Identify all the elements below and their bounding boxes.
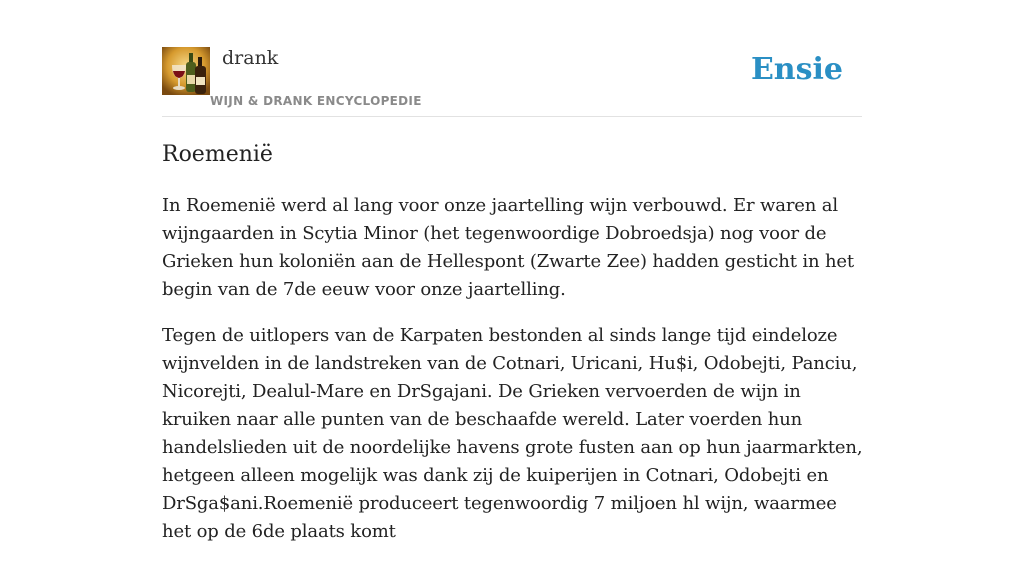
article-paragraph: In Roemenië werd al lang voor onze jaartelling wijn verbouwd. Er waren al wijngaarden in Scytia Minor (het tegenwoordige Dobroedsja) nog voor de Grieken hun koloniën aan de Hellespont (Zwarte Zee) hadden gesticht in het begin van de 7de eeuw voor onze jaartelling. <box>162 195 855 300</box>
wine-bottles-avatar-icon[interactable] <box>162 47 210 95</box>
brand-logo-link[interactable]: Ensie <box>750 52 843 87</box>
site-name-link[interactable]: drank <box>222 47 279 69</box>
site-header <box>162 44 862 117</box>
site-tagline: WIJN & DRANK ENCYCLOPEDIE <box>210 94 422 108</box>
article-title: Roemenië <box>162 142 273 167</box>
article-paragraph: Tegen de uitlopers van de Karpaten bestonden al sinds lange tijd eindeloze wijnvelden in de landstreken van de Cotnari, Uricani, Hu$i, Odobejti, Panciu, Nicorejti, Dealul-Mare en DrSgajani. De Grieken vervoerden de wijn in kruiken naar alle punten van de beschaafde wereld. Later voerden hun handelslieden uit de noordelijke havens grote fusten aan op hun jaarmarkten, hetgeen alleen mogelijk was dank zij de kuiperijen in Cotnari, Odobejti en DrSga$ani.Roemenië produceert tegenwoordig 7 miljoen hl wijn, waarmee het op de 6de plaats komt <box>162 325 863 542</box>
article-body <box>162 192 864 564</box>
